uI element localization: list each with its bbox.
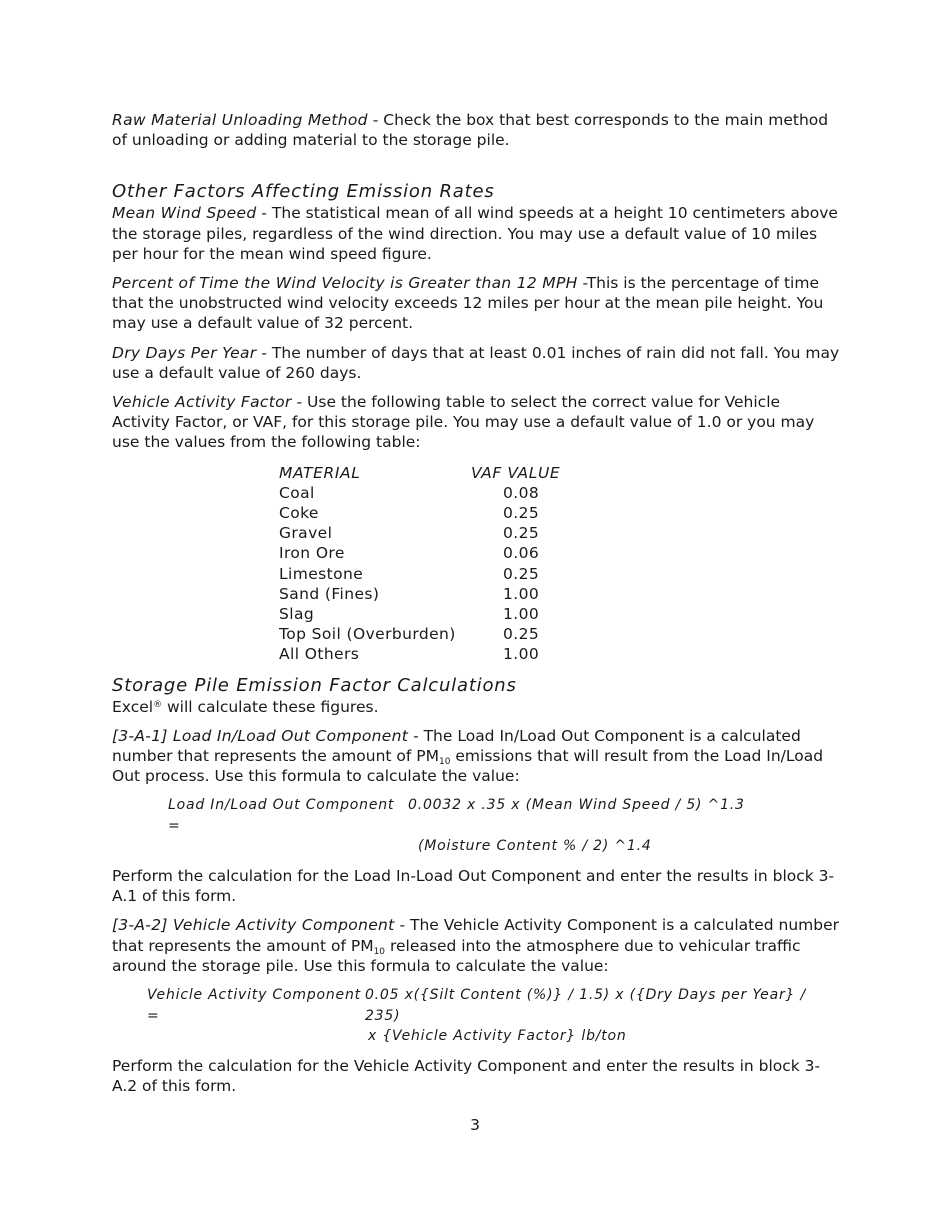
vehicle-component-title: [3-A-2] Vehicle Activity Component [112, 916, 395, 935]
load-perform-text: Perform the calculation for the Load In-Load Out Component and enter the results in block 3-A.1 of this form. [112, 866, 835, 906]
vehicle-factor-text: - Use the following table to select the correct value for Vehicle Activity Factor, or VAF, for this storage pile. You may use a default value of 1.0 or you may use the values from the following table: [112, 393, 815, 452]
vaf-material: Coke [279, 504, 319, 523]
excel-note [112, 697, 840, 717]
percent-time-title: Percent of Time the Wind Velocity is Greater than 12 MPH [112, 274, 578, 293]
vaf-value: 0.25 [503, 625, 540, 644]
vaf-material: All Others [279, 645, 360, 664]
vehicle-formula-line2: x {Vehicle Activity Factor} lb/ton [368, 1028, 627, 1044]
load-formula-line1: 0.0032 x .35 x (Mean Wind Speed / 5) ^1.3 [408, 797, 745, 814]
vaf-value: 1.00 [503, 584, 540, 603]
raw-material-text: - Check the box that best corresponds to the main method of unloading or adding material to the storage pile. [112, 111, 829, 150]
load-component-title: [3-A-1] Load In/Load Out Component [112, 726, 409, 745]
vaf-value: 0.25 [503, 504, 540, 523]
table-row [279, 624, 560, 644]
excel-label: Excel [112, 697, 154, 716]
load-component-paragraph [112, 726, 840, 787]
vaf-header-material: MATERIAL [279, 463, 361, 482]
page-number: 3 [470, 1116, 480, 1134]
table-row [279, 604, 560, 624]
raw-material-title: Raw Material Unloading Method [112, 111, 368, 129]
vaf-value: 1.00 [503, 645, 540, 664]
vaf-material: Top Soil (Overburden) [279, 625, 456, 644]
table-row [279, 564, 560, 584]
page-content [112, 110, 840, 1105]
dry-days-title: Dry Days Per Year [112, 343, 257, 362]
percent-time-paragraph [112, 273, 840, 334]
vaf-material: Limestone [279, 564, 364, 583]
table-row [279, 644, 560, 664]
raw-material-paragraph [112, 110, 840, 150]
mean-wind-text: - The statistical mean of all wind speeds at a height 10 centimeters above the storage piles, regardless of the wind direction. You may use a default value of 10 miles per hour for the mean wind speed figure. [112, 204, 838, 263]
vaf-value: 0.25 [503, 524, 540, 543]
vehicle-factor-title: Vehicle Activity Factor [112, 393, 292, 412]
percent-time-text: -This is the percentage of time that the unobstructed wind velocity exceeds 12 miles per hour at the mean pile height. You may use a default value of 32 percent. [112, 274, 824, 333]
mean-wind-paragraph [112, 203, 840, 264]
table-row [279, 584, 560, 604]
load-formula [112, 795, 840, 857]
load-formula-label: Load In/Load Out Component = [168, 797, 395, 834]
mean-wind-title: Mean Wind Speed [112, 204, 257, 223]
pm-subscript: 10 [373, 946, 386, 957]
vehicle-factor-paragraph [112, 392, 840, 453]
vehicle-perform-text: Perform the calculation for the Vehicle Activity Component and enter the results in block 3-A.2 of this form. [112, 1056, 821, 1095]
vaf-material: Sand (Fines) [279, 584, 380, 603]
table-row [279, 483, 560, 503]
vaf-material: Slag [279, 605, 315, 624]
vaf-material: Coal [279, 483, 315, 502]
dry-days-paragraph [112, 343, 840, 383]
load-component-text-b: emissions that will result from the Load In/Load Out process. Use this formula to calculate the value: [112, 747, 824, 786]
pm-subscript: 10 [439, 757, 451, 768]
vehicle-formula-label: Vehicle Activity Component = [147, 987, 361, 1024]
vehicle-formula [112, 985, 840, 1047]
vaf-value: 0.08 [503, 483, 540, 502]
vaf-material: Gravel [279, 524, 333, 543]
vaf-header-value: VAF VALUE [471, 463, 561, 482]
table-row [279, 503, 560, 523]
vaf-table [279, 463, 560, 665]
load-formula-line2: (Moisture Content % / 2) ^1.4 [418, 838, 652, 855]
load-component-text-a: - The Load In/Load Out Component is a calculated number that represents the amount of PM [112, 726, 801, 766]
vaf-value: 0.25 [503, 564, 540, 583]
excel-note-text: will calculate these figures. [162, 697, 379, 716]
dry-days-text: - The number of days that at least 0.01 inches of rain did not fall. You may use a default value of 260 days. [112, 343, 840, 382]
other-factors-heading: Other Factors Affecting Emission Rates [112, 181, 495, 203]
table-row [279, 523, 560, 543]
vehicle-formula-line1: 0.05 x({Silt Content (%)} / 1.5) x ({Dry Days per Year} / 235) [364, 987, 806, 1024]
vehicle-component-paragraph [112, 915, 840, 976]
registered-mark: ® [153, 699, 163, 710]
calculations-heading: Storage Pile Emission Factor Calculations [112, 674, 517, 696]
vaf-value: 1.00 [503, 605, 540, 624]
vehicle-component-text-b: released into the atmosphere due to vehicular traffic around the storage pile. Use this formula to calculate the value: [112, 936, 801, 975]
vaf-table-header [279, 463, 560, 483]
vaf-material: Iron Ore [279, 544, 345, 563]
vehicle-component-text-a: - The Vehicle Activity Component is a calculated number that represents the amount of PM [112, 916, 839, 955]
vaf-value: 0.06 [503, 544, 540, 563]
table-row [279, 543, 560, 563]
